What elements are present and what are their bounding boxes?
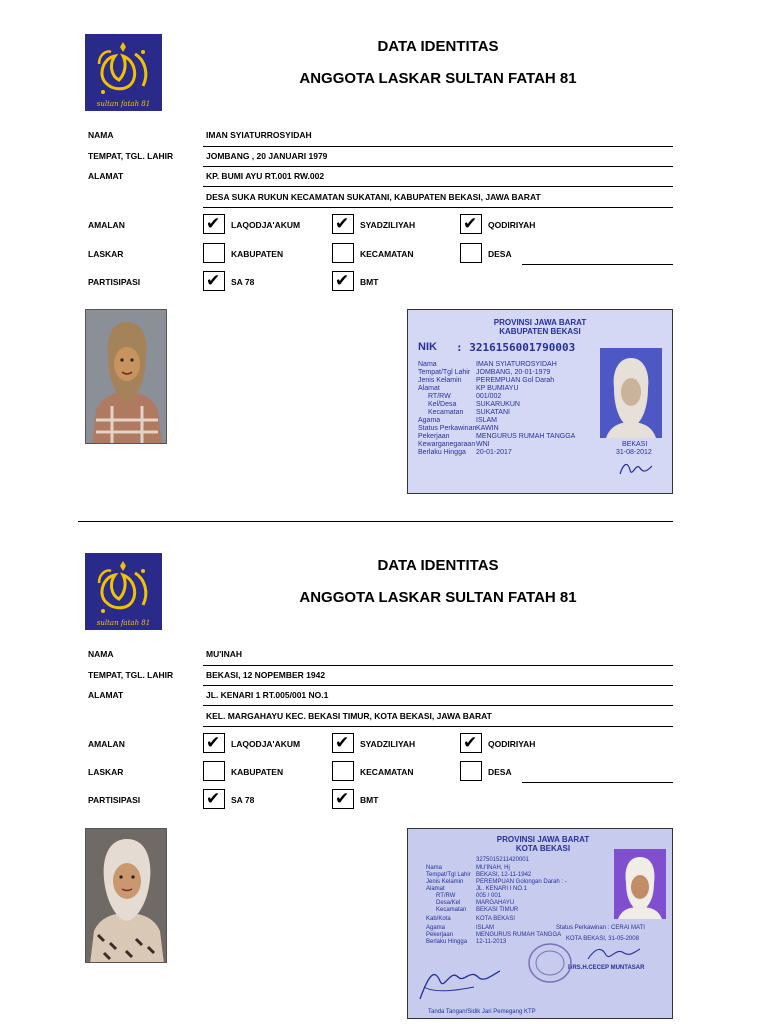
check-icon: ✔ <box>463 214 478 234</box>
alamat-line2: DESA SUKA RUKUN KECAMATAN SUKATANI, KABUPATEN BEKASI, JAWA BARAT <box>206 192 541 202</box>
ktp-row-value: MARGAHAYU <box>476 900 515 906</box>
ktp-row-label: Status Perkawinan <box>418 425 477 432</box>
ktp-row-label: RT/RW <box>428 393 451 400</box>
ktp-row-value: KP BUMIAYU <box>476 385 519 392</box>
ktp-row-value: IMAN SYIATUROSYIDAH <box>476 361 557 368</box>
ktp-row-value: PEREMPUAN Gol Darah <box>476 377 555 384</box>
ktp-row-label: Pekerjaan <box>426 932 454 938</box>
ttl-underline <box>203 166 673 167</box>
ktp-row-value: KAWIN <box>476 425 499 432</box>
ktp-row-value: KOTA BEKASI <box>476 916 515 922</box>
ktp-row-value: ISLAM <box>476 925 495 931</box>
amalan-qodiriyah-checkbox[interactable] <box>460 214 482 234</box>
amalan-syadziliyah-label: SYADZILIYAH <box>360 739 416 749</box>
ktp-nik: : 3216156001790003 <box>456 341 576 354</box>
laskar-desa-label: DESA <box>488 249 512 259</box>
ktp-marital-status: Status Perkawinan : CERAI MATI <box>556 925 645 931</box>
ttl-label: TEMPAT, TGL. LAHIR <box>88 670 174 680</box>
ktp-row-label: Kecamatan <box>436 907 467 913</box>
ktp-stamp <box>526 941 574 985</box>
ktp-row-value: BEKASI TIMUR <box>476 907 519 913</box>
partisipasi-bmt-checkbox[interactable] <box>332 789 354 809</box>
check-icon: ✔ <box>206 733 221 753</box>
amalan-laqodja-checkbox[interactable] <box>203 733 225 753</box>
identity-card-1 <box>0 0 768 500</box>
desa-underline <box>522 264 673 265</box>
ktp-footer: Tanda Tangan/Sidik Jari Pemegang KTP <box>428 1009 536 1015</box>
laskar-kecamatan-label: KECAMATAN <box>360 249 414 259</box>
ktp-city: KOTA BEKASI <box>515 844 571 853</box>
nama-value: IMAN SYIATURROSYIDAH <box>206 130 312 140</box>
laskar-desa-label: DESA <box>488 767 512 777</box>
amalan-syadziliyah-label: SYADZILIYAH <box>360 220 416 230</box>
ktp-row-value: JL. KENARI I NO.1 <box>476 886 528 892</box>
laskar-label: LASKAR <box>88 249 124 259</box>
ktp-row-value: PEREMPUAN Golongan Darah : - <box>476 879 567 885</box>
laskar-label: LASKAR <box>88 767 124 777</box>
alamat-line2: KEL. MARGAHAYU KEC. BEKASI TIMUR, KOTA BEKASI, JAWA BARAT <box>206 711 492 721</box>
partisipasi-sa78-checkbox[interactable] <box>203 789 225 809</box>
ktp-province: PROVINSI JAWA BARAT <box>493 318 587 327</box>
alamat-underline-1 <box>203 186 673 187</box>
logo-caption: sultan fatah 81 <box>96 100 151 108</box>
ktp-row-value: 001/002 <box>476 393 502 400</box>
check-icon: ✔ <box>206 214 221 234</box>
member-photo <box>85 828 167 963</box>
nama-label: NAMA <box>88 130 114 140</box>
ktp-row-label: Kel/Desa <box>428 401 457 408</box>
sultan-fatah-logo <box>85 34 162 111</box>
amalan-qodiriyah-label: QODIRIYAH <box>488 739 536 749</box>
check-icon: ✔ <box>335 271 350 291</box>
amalan-qodiriyah-checkbox[interactable] <box>460 733 482 753</box>
amalan-laqodja-label: LAQODJA'AKUM <box>231 739 301 749</box>
ktp-row-label: Kecamatan <box>428 409 464 416</box>
nama-value: MU'INAH <box>206 649 243 659</box>
ktp-issue-place: BEKASI <box>622 441 648 448</box>
ktp-row-label: Agama <box>426 925 446 931</box>
member-photo <box>85 309 167 444</box>
ktp-photo <box>614 849 666 919</box>
laskar-kabupaten-label: KABUPATEN <box>231 767 284 777</box>
ktp-row-label: Alamat <box>426 886 445 892</box>
logo-caption: sultan fatah 81 <box>96 619 151 627</box>
laskar-kecamatan-checkbox[interactable] <box>332 761 354 781</box>
ktp-issued: KOTA BEKASI, 31-05-2008 <box>566 936 639 942</box>
ktp-row-label: Nama <box>418 361 437 368</box>
ktp-row-value: ISLAM <box>476 417 498 424</box>
ktp-row-label: Tempat/Tgl Lahir <box>418 369 471 376</box>
ktp-row-label: Alamat <box>418 385 440 392</box>
laskar-kabupaten-checkbox[interactable] <box>203 243 225 263</box>
ktp-row-label: Kewarganegaraan <box>418 441 476 448</box>
ktp-row-value: BEKASI, 12-11-1942 <box>476 872 532 878</box>
alamat-underline-1 <box>203 705 673 706</box>
nama-underline <box>203 146 673 147</box>
ktp-row-label: Pekerjaan <box>418 433 450 440</box>
ktp-official-signature <box>584 941 644 965</box>
nama-underline <box>203 665 673 666</box>
desa-underline <box>522 782 673 783</box>
ktp-row-value: SUKATANI <box>476 409 510 416</box>
alamat-label: ALAMAT <box>88 690 124 700</box>
ktp-row-value: MU'INAH, Hj <box>476 865 510 871</box>
ktp-row-label: Nama <box>426 865 443 871</box>
ktp-row-label: Berlaku Hingga <box>426 939 468 945</box>
title-anggota-laskar: ANGGOTA LASKAR SULTAN FATAH 81 <box>299 70 577 87</box>
partisipasi-sa78-label: SA 78 <box>231 277 255 287</box>
partisipasi-label: PARTISIPASI <box>88 277 141 287</box>
amalan-syadziliyah-checkbox[interactable] <box>332 733 354 753</box>
ktp-row-label: Berlaku Hingga <box>418 449 466 456</box>
ktp-row-label: Agama <box>418 417 441 424</box>
laskar-desa-checkbox[interactable] <box>460 761 482 781</box>
ttl-value: JOMBANG , 20 JANUARI 1979 <box>206 151 328 161</box>
alamat-line1: JL. KENARI 1 RT.005/001 NO.1 <box>206 690 329 700</box>
partisipasi-label: PARTISIPASI <box>88 795 141 805</box>
amalan-laqodja-checkbox[interactable] <box>203 214 225 234</box>
ktp-card <box>407 309 673 494</box>
check-icon: ✔ <box>463 733 478 753</box>
ktp-row-label: Kab/Kota <box>426 916 451 922</box>
ktp-row-value: 12-11-2013 <box>476 939 507 945</box>
ktp-row-label: Jenis Kelamin <box>426 879 464 885</box>
check-icon: ✔ <box>206 271 221 291</box>
check-icon: ✔ <box>335 733 350 753</box>
partisipasi-sa78-label: SA 78 <box>231 795 255 805</box>
ktp-row-label: Jenis Kelamin <box>418 377 462 384</box>
ktp-row-value: 20-01-2017 <box>476 449 512 456</box>
ktp-row-label: Desa/Kel <box>436 900 461 906</box>
partisipasi-sa78-checkbox[interactable] <box>203 271 225 291</box>
ttl-value: BEKASI, 12 NOPEMBER 1942 <box>206 670 326 680</box>
ktp-nik-label: NIK <box>418 341 437 353</box>
ktp-row-value: WNI <box>476 441 490 448</box>
ktp-row-value: 005 / 001 <box>476 893 502 899</box>
ktp-holder-signature <box>414 947 504 1007</box>
alamat-line1: KP. BUMI AYU RT.001 RW.002 <box>206 171 325 181</box>
ktp-official: DRS.H.CECEP MUNTASAR <box>568 965 645 971</box>
title-anggota-laskar: ANGGOTA LASKAR SULTAN FATAH 81 <box>299 589 577 606</box>
alamat-label: ALAMAT <box>88 171 124 181</box>
ktp-nik: 3275015211420001 <box>476 857 529 863</box>
partisipasi-bmt-label: BMT <box>360 277 379 287</box>
ktp-issue-date: 31-08-2012 <box>616 449 652 456</box>
sultan-fatah-logo <box>85 553 162 630</box>
title-data-identitas: DATA IDENTITAS <box>377 557 499 574</box>
ktp-card <box>407 828 673 1019</box>
ktp-row-label: Tempat/Tgl Lahir <box>426 872 471 878</box>
ktp-row-value: MENGURUS RUMAH TANGGA <box>476 433 576 440</box>
ktp-row-label: RT/RW <box>436 893 456 899</box>
laskar-desa-checkbox[interactable] <box>460 243 482 263</box>
amalan-laqodja-label: LAQODJA'AKUM <box>231 220 301 230</box>
check-icon: ✔ <box>335 789 350 809</box>
amalan-label: AMALAN <box>88 739 125 749</box>
laskar-kecamatan-label: KECAMATAN <box>360 767 414 777</box>
ktp-row-value: MENGURUS RUMAH TANGGA <box>476 932 562 938</box>
ktp-regency: KABUPATEN BEKASI <box>499 327 581 336</box>
amalan-syadziliyah-checkbox[interactable] <box>332 214 354 234</box>
laskar-kabupaten-label: KABUPATEN <box>231 249 284 259</box>
ttl-underline <box>203 685 673 686</box>
ktp-row-value: JOMBANG, 20-01-1979 <box>476 369 551 376</box>
identity-card-2 <box>0 519 768 1019</box>
alamat-underline-2 <box>203 726 673 727</box>
alamat-underline-2 <box>203 207 673 208</box>
ktp-province: PROVINSI JAWA BARAT <box>496 835 590 844</box>
amalan-qodiriyah-label: QODIRIYAH <box>488 220 536 230</box>
partisipasi-bmt-label: BMT <box>360 795 379 805</box>
amalan-label: AMALAN <box>88 220 125 230</box>
laskar-kecamatan-checkbox[interactable] <box>332 243 354 263</box>
check-icon: ✔ <box>206 789 221 809</box>
laskar-kabupaten-checkbox[interactable] <box>203 761 225 781</box>
check-icon: ✔ <box>335 214 350 234</box>
ktp-row-value: SUKARUKUN <box>476 401 520 408</box>
ktp-photo <box>600 348 662 438</box>
title-data-identitas: DATA IDENTITAS <box>377 38 499 55</box>
ttl-label: TEMPAT, TGL. LAHIR <box>88 151 174 161</box>
ktp-signature <box>616 458 656 482</box>
partisipasi-bmt-checkbox[interactable] <box>332 271 354 291</box>
nama-label: NAMA <box>88 649 114 659</box>
